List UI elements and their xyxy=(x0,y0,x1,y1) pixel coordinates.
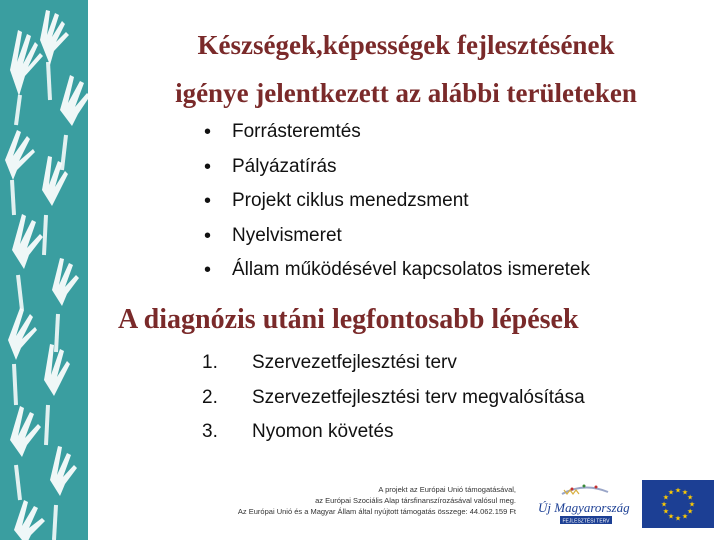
eu-star-icon: ★ xyxy=(662,507,670,516)
eu-star-icon: ★ xyxy=(662,493,670,502)
funding-footer xyxy=(238,484,516,517)
bullet-item: • Projekt ciklus menedzsment xyxy=(204,187,590,222)
section-title: A diagnózis utáni legfontosabb lépések xyxy=(118,304,579,335)
step-number: 2. xyxy=(202,386,218,408)
step-text: Szervezetfejlesztési terv megvalósítása xyxy=(252,386,585,408)
bullet-item: • Pályázatírás xyxy=(204,153,590,188)
step-text: Szervezetfejlesztési terv xyxy=(252,352,457,373)
eu-star-icon: ★ xyxy=(688,500,696,509)
uj-magyarorszag-logo-icon xyxy=(532,480,634,528)
footer-line: az Európai Szociális Alap társfinanszírozásával valósul meg. xyxy=(315,496,516,505)
eu-star-icon: ★ xyxy=(681,512,689,521)
eu-star-icon: ★ xyxy=(674,486,682,495)
step-item xyxy=(202,346,585,381)
decorative-hands-sidebar xyxy=(0,0,88,540)
step-text: Nyomon követés xyxy=(252,421,394,442)
step-number: 1. xyxy=(202,352,218,373)
logo-subtext: FEJLESZTÉSI TERV xyxy=(562,518,610,525)
bullet-item: • Állam működésével kapcsolatos ismeretek xyxy=(204,256,590,291)
eu-flag-icon xyxy=(642,480,714,528)
skills-bullet-list xyxy=(204,118,590,291)
step-item xyxy=(202,381,585,416)
footer-line: Az Európai Unió és a Magyar Állam által nyújtott támogatás összege: 44.062.159 Ft xyxy=(237,507,516,516)
bullet-item: • Nyelvismeret xyxy=(204,222,590,257)
step-item xyxy=(202,415,585,450)
eu-star-icon: ★ xyxy=(667,488,675,497)
steps-numbered-list xyxy=(202,346,585,450)
eu-star-icon: ★ xyxy=(674,514,682,523)
logo-text: Új Magyarország xyxy=(538,500,630,515)
slide-title-line1: Készségek,képességek fejlesztésének xyxy=(197,30,615,60)
eu-star-icon: ★ xyxy=(667,512,675,521)
step-number: 3. xyxy=(202,421,218,442)
eu-star-icon: ★ xyxy=(686,493,694,502)
raised-hands-icon xyxy=(0,0,88,540)
bullet-item: • Forrásteremtés xyxy=(204,118,590,153)
slide-title-line2: igénye jelentkezett az alábbi területeken xyxy=(175,78,637,108)
eu-star-icon: ★ xyxy=(686,507,694,516)
eu-star-icon: ★ xyxy=(681,488,689,497)
footer-line: A projekt az Európai Unió támogatásával, xyxy=(378,485,516,494)
eu-star-icon: ★ xyxy=(660,500,668,509)
